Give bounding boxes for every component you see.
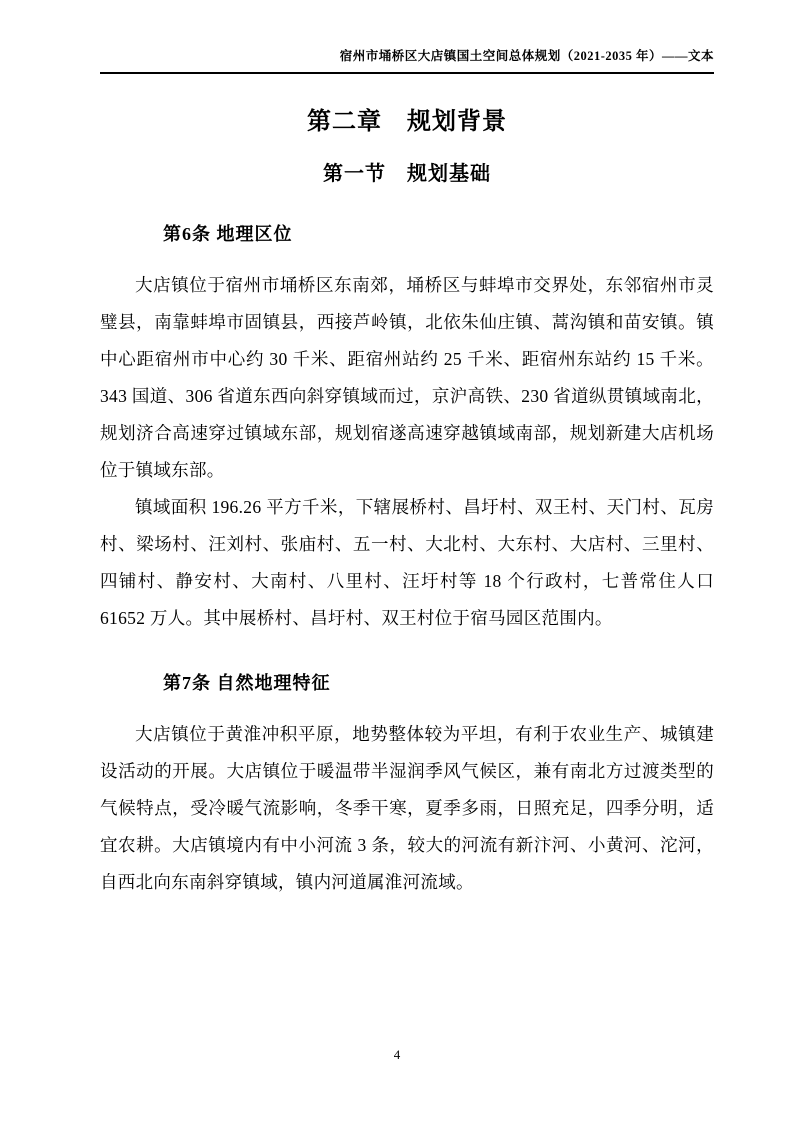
page-header — [100, 48, 714, 74]
page-content — [100, 48, 714, 901]
paragraph-natural-features: 大店镇位于黄淮冲积平原，地势整体较为平坦，有利于农业生产、城镇建设活动的开展。大店镇位于暖温带半湿润季风气候区，兼有南北方过渡类型的气候特点，受冷暖气流影响，冬季干寒，夏季多雨，日照充足，四季分明，适宜农耕。大店镇境内有中小河流 3 条，较大的河流有新汴河、小黄河、沱河，自西北向东南斜穿镇域，镇内河道属淮河流域。 — [100, 724, 714, 892]
header-title: 宿州市埇桥区大店镇国土空间总体规划（2021-2035 年）——文本 — [339, 49, 714, 63]
page-number: 4 — [393, 1047, 401, 1062]
paragraph-geography-1: 大店镇位于宿州市埇桥区东南郊，埇桥区与蚌埠市交界处，东邻宿州市灵璧县，南靠蚌埠市固镇县，西接芦岭镇，北依朱仙庄镇、蒿沟镇和苗安镇。镇中心距宿州市中心约 30 千米、距宿州站约 25 千米、距宿州东站约 15 千米。343 国道、306 省道东西向斜穿镇域而过，京沪高铁、230 省道纵贯镇域南北，规划济合高速穿过镇域东部，规划宿遂高速穿越镇域南部，规划新建大店机场位于镇域东部。 — [100, 275, 714, 480]
article-heading-6: 第6条 地理区位 — [163, 224, 293, 244]
paragraph-geography-2: 镇域面积 196.26 平方千米，下辖展桥村、昌圩村、双王村、天门村、瓦房村、梁场村、汪刘村、张庙村、五一村、大北村、大东村、大店村、三里村、四铺村、静安村、大南村、八里村、汪圩村等 18 个行政村，七普常住人口 61652 万人。其中展桥村、昌圩村、双王村位于宿马园区范围内。 — [100, 497, 714, 628]
header-divider — [100, 72, 714, 74]
chapter-title: 第二章 规划背景 — [307, 109, 507, 135]
section-title: 第一节 规划基础 — [323, 163, 491, 185]
article-heading-7: 第7条 自然地理特征 — [163, 673, 331, 693]
